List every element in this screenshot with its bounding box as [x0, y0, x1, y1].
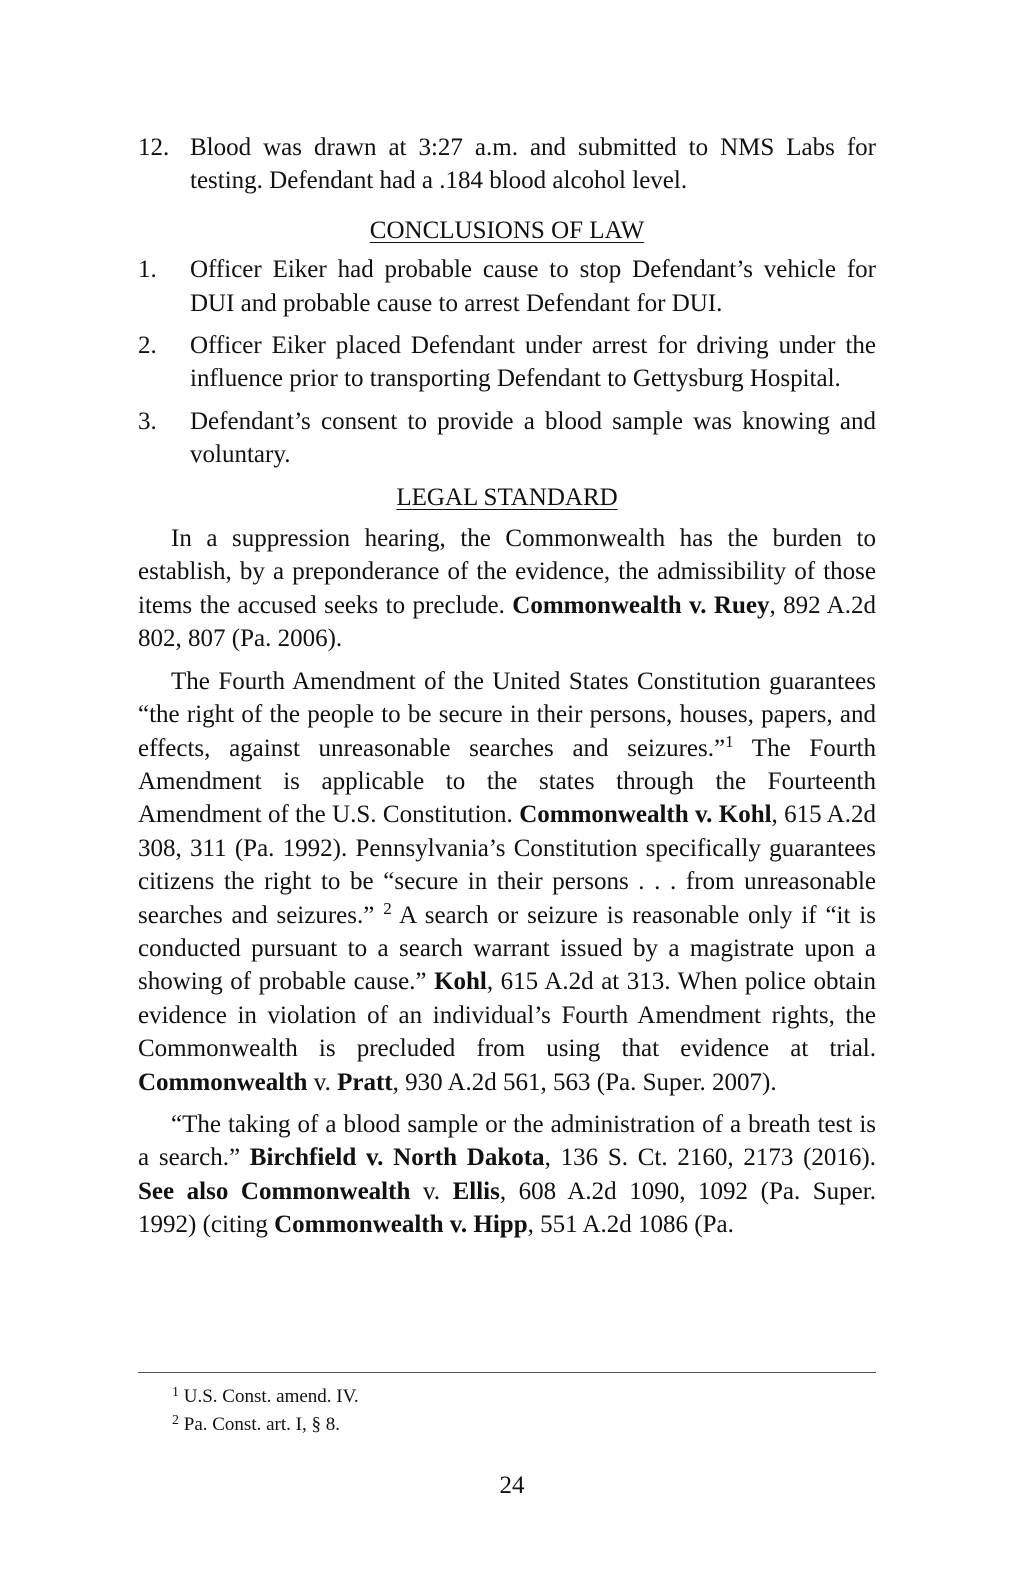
legal-paragraph-2 — [138, 665, 876, 1099]
finding-text: Blood was drawn at 3:27 a.m. and submitted to NMS Labs for testing. Defendant had a .184 blood alcohol level. — [190, 134, 876, 195]
document-body — [138, 131, 876, 1251]
footnote-text: Pa. Const. art. I, § 8. — [179, 1414, 340, 1435]
text-run: v. — [307, 1068, 338, 1096]
conclusion-item-3 — [138, 405, 876, 472]
conclusion-number: 2. — [138, 332, 157, 360]
conclusion-item-1 — [138, 253, 876, 320]
case-citation: Commonwealth v. Kohl — [519, 801, 772, 829]
text-run: A search or seizure is reasonable only if “it is conducted pursuant to a search warrant issued by a magistrate upon a showing of probable cause.” — [138, 901, 876, 996]
footnote-mark: 1 — [172, 1385, 179, 1400]
footnote-text: U.S. Const. amend. IV. — [179, 1386, 359, 1407]
case-citation: Commonwealth v. Ruey — [512, 591, 770, 619]
footnote-ref-1[interactable]: 1 — [725, 731, 734, 751]
conclusion-number: 1. — [138, 256, 157, 284]
text-run: “The taking of a blood sample or the administration of a breath test is a search.” — [138, 1110, 876, 1172]
conclusion-text: Officer Eiker placed Defendant under arrest for driving under the influence prior to transporting Defendant to Gettysburg Hospital. — [190, 332, 876, 393]
footnote-2 — [172, 1411, 359, 1439]
case-citation: Birchfield v. North Dakota — [249, 1144, 545, 1172]
case-citation: Kohl — [434, 968, 487, 996]
text-run: , 892 A.2d 802, 807 (Pa. 2006). — [138, 591, 876, 653]
case-citation: Ellis — [452, 1177, 500, 1205]
text-run: The Fourth Amendment is applicable to the states through the Fourteenth Amendment of the U.S. Constitution. — [138, 734, 876, 829]
legal-paragraph-1 — [138, 522, 876, 656]
text-run: The Fourth Amendment of the United States Constitution guarantees “the right of the people to be secure in their persons, houses, papers, and effects, against unreasonable searches and seizures.” — [138, 667, 876, 762]
text-run: , 930 A.2d 561, 563 (Pa. Super. 2007). — [392, 1068, 777, 1096]
conclusion-number: 3. — [138, 407, 157, 435]
case-citation: Commonwealth — [138, 1068, 308, 1096]
footnote-mark: 2 — [172, 1413, 179, 1428]
footnote-1 — [172, 1383, 359, 1411]
text-run: In a suppression hearing, the Commonwealth has the burden to establish, by a preponderance of the evidence, the admissibility of those items the accused seeks to preclude. — [138, 525, 876, 619]
text-run: , 551 A.2d 1086 (Pa. — [527, 1211, 734, 1239]
footnotes — [172, 1383, 359, 1439]
conclusion-item-2 — [138, 329, 876, 396]
footnote-ref-2[interactable]: 2 — [383, 898, 392, 918]
case-citation: Pratt — [337, 1068, 393, 1096]
text-run: , 615 A.2d 308, 311 (Pa. 1992). Pennsylvania’s Constitution specifically guarantees citizens the right to be “secure in their persons . . . from unreasonable searches and seizures.” — [138, 801, 876, 929]
legal-paragraph-3 — [138, 1108, 876, 1242]
text-run: v. — [410, 1177, 453, 1205]
conclusions-heading: CONCLUSIONS OF LAW — [369, 216, 645, 244]
conclusion-text: Defendant’s consent to provide a blood sample was knowing and voluntary. — [190, 407, 876, 469]
footnote-divider — [138, 1372, 876, 1373]
text-run: , 136 S. Ct. 2160, 2173 (2016). — [544, 1144, 876, 1172]
conclusion-text: Officer Eiker had probable cause to stop Defendant’s vehicle for DUI and probable cause to arrest Defendant for DUI. — [190, 256, 876, 317]
finding-item-12 — [138, 131, 876, 198]
case-citation: Commonwealth v. Hipp — [274, 1211, 528, 1239]
text-run: , 608 A.2d 1090, 1092 (Pa. Super. 1992) (citing — [138, 1177, 876, 1239]
page-number: 24 — [499, 1472, 525, 1499]
finding-number: 12. — [138, 134, 170, 161]
legal-standard-heading: LEGAL STANDARD — [396, 483, 618, 511]
case-citation: See also Commonwealth — [138, 1177, 411, 1205]
text-run: , 615 A.2d at 313. When police obtain evidence in violation of an individual’s Fourth Amendment rights, the Commonwealth is precluded from using that evidence at trial. — [138, 968, 876, 1063]
